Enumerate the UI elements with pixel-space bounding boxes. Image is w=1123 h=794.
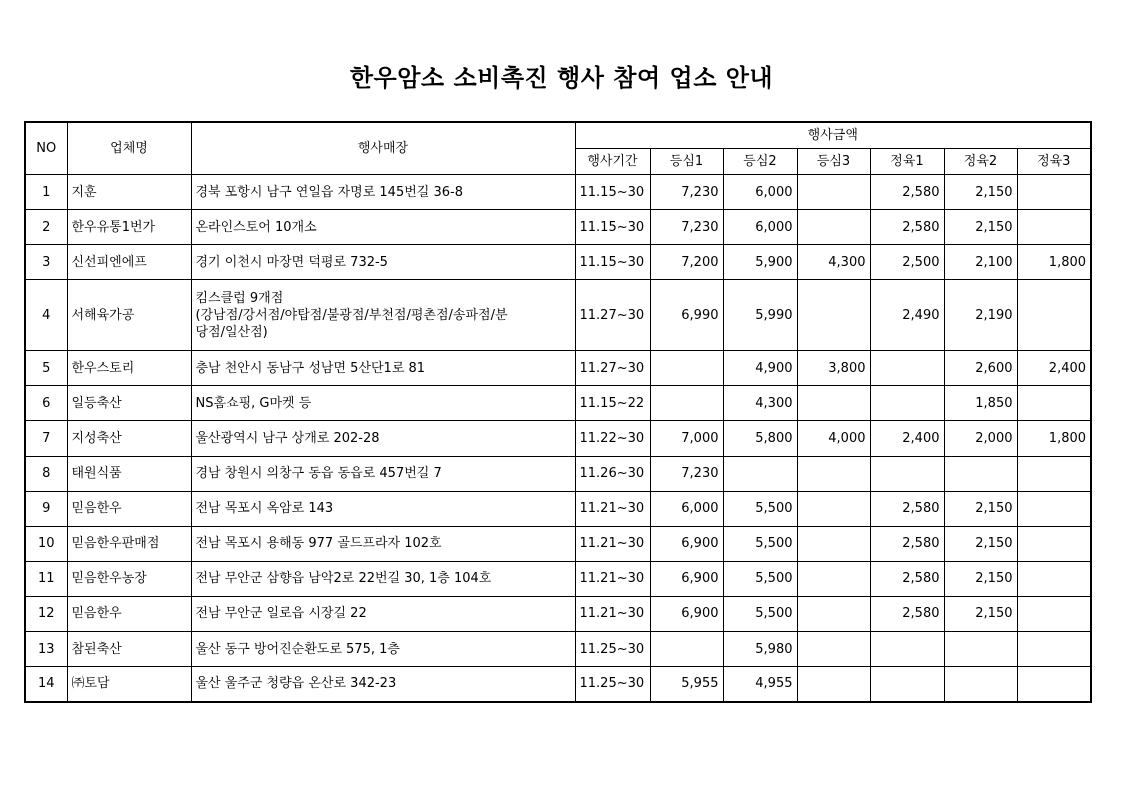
cell-company: 일등축산 [67,386,191,421]
cell-period: 11.15~30 [575,175,650,210]
cell-meat1: 2,580 [870,596,944,631]
cell-store: NS홈쇼핑, G마켓 등 [191,386,575,421]
cell-grade3 [797,456,870,491]
cell-period: 11.21~30 [575,561,650,596]
cell-grade3 [797,280,870,351]
cell-store: 울산광역시 남구 상개로 202-28 [191,421,575,456]
cell-meat2: 2,000 [944,421,1017,456]
cell-meat1: 2,580 [870,491,944,526]
table-row [25,280,1091,351]
cell-company: 신선피엔에프 [67,245,191,280]
cell-grade3 [797,667,870,702]
cell-company: 믿음한우농장 [67,561,191,596]
cell-grade3 [797,386,870,421]
cell-store: 전남 무안군 일로읍 시장길 22 [191,596,575,631]
cell-meat2: 2,150 [944,526,1017,561]
header-meat2: 정육2 [944,149,1017,175]
cell-no: 7 [25,421,67,456]
cell-meat3 [1017,386,1091,421]
cell-company: 한우스토리 [67,351,191,386]
cell-period: 11.25~30 [575,632,650,667]
table-row [25,245,1091,280]
cell-company: 서해육가공 [67,280,191,351]
header-amount-group: 행사금액 [575,122,1091,149]
cell-meat1: 2,580 [870,210,944,245]
header-company: 업체명 [67,122,191,175]
header-store: 행사매장 [191,122,575,175]
cell-meat1 [870,456,944,491]
cell-grade1 [650,632,723,667]
table-row [25,421,1091,456]
cell-store: 전남 목포시 옥암로 143 [191,491,575,526]
cell-grade1: 5,955 [650,667,723,702]
cell-meat1 [870,667,944,702]
cell-meat1: 2,500 [870,245,944,280]
store-line: 당점/일산점) [195,324,268,340]
cell-store: 온라인스토어 10개소 [191,210,575,245]
cell-store: 전남 무안군 삼향읍 남악2로 22번길 30, 1층 104호 [191,561,575,596]
cell-store: 경북 포항시 남구 연일읍 자명로 145번길 36-8 [191,175,575,210]
cell-meat2: 2,150 [944,175,1017,210]
cell-meat3: 1,800 [1017,421,1091,456]
cell-meat3 [1017,175,1091,210]
cell-grade1: 6,900 [650,596,723,631]
cell-meat2 [944,456,1017,491]
cell-period: 11.22~30 [575,421,650,456]
cell-meat2: 2,100 [944,245,1017,280]
cell-no: 5 [25,351,67,386]
cell-store: 전남 목포시 용해동 977 골드프라자 102호 [191,526,575,561]
cell-meat2: 2,600 [944,351,1017,386]
cell-company: 믿음한우 [67,596,191,631]
header-grade3: 등심3 [797,149,870,175]
cell-grade3: 4,000 [797,421,870,456]
cell-grade1: 7,200 [650,245,723,280]
cell-grade3 [797,210,870,245]
cell-grade2: 5,500 [723,491,797,526]
cell-grade3 [797,491,870,526]
cell-company: 참된축산 [67,632,191,667]
cell-no: 2 [25,210,67,245]
cell-grade3 [797,632,870,667]
cell-grade1: 7,000 [650,421,723,456]
cell-store [191,280,575,351]
cell-period: 11.26~30 [575,456,650,491]
cell-period: 11.25~30 [575,667,650,702]
table-row [25,596,1091,631]
cell-company: ㈜토담 [67,667,191,702]
cell-grade3 [797,526,870,561]
cell-grade3: 4,300 [797,245,870,280]
store-line: (강남점/강서점/야탑점/불광점/부천점/평촌점/송파점/분 [195,307,508,323]
cell-meat2 [944,667,1017,702]
header-grade2: 등심2 [723,149,797,175]
cell-meat1 [870,351,944,386]
table-row [25,561,1091,596]
cell-company: 지훈 [67,175,191,210]
cell-grade2: 5,980 [723,632,797,667]
cell-meat1: 2,580 [870,526,944,561]
cell-meat2: 2,150 [944,210,1017,245]
cell-store: 경남 창원시 의창구 동읍 동읍로 457번길 7 [191,456,575,491]
cell-period: 11.15~30 [575,210,650,245]
cell-grade3 [797,561,870,596]
table-row [25,210,1091,245]
cell-meat2: 2,150 [944,491,1017,526]
cell-grade2 [723,456,797,491]
cell-company: 믿음한우판매점 [67,526,191,561]
cell-grade2: 5,500 [723,526,797,561]
cell-grade2: 4,955 [723,667,797,702]
cell-grade2: 5,500 [723,561,797,596]
cell-period: 11.21~30 [575,526,650,561]
cell-grade2: 6,000 [723,175,797,210]
cell-grade1 [650,351,723,386]
cell-no: 14 [25,667,67,702]
cell-meat3 [1017,667,1091,702]
cell-meat3: 1,800 [1017,245,1091,280]
store-line: 킴스클럽 9개점 [195,290,284,306]
page-title: 한우암소 소비촉진 행사 참여 업소 안내 [349,64,774,92]
table-row [25,175,1091,210]
cell-grade2: 5,500 [723,596,797,631]
cell-meat1: 2,580 [870,561,944,596]
cell-grade1: 6,000 [650,491,723,526]
cell-meat2: 2,150 [944,561,1017,596]
cell-no: 13 [25,632,67,667]
table-row [25,351,1091,386]
cell-meat3 [1017,526,1091,561]
cell-store: 경기 이천시 마장면 덕평로 732-5 [191,245,575,280]
cell-grade3 [797,175,870,210]
cell-no: 3 [25,245,67,280]
cell-no: 11 [25,561,67,596]
cell-meat3 [1017,280,1091,351]
cell-company: 한우유통1번가 [67,210,191,245]
cell-meat2: 2,150 [944,596,1017,631]
cell-grade2: 5,800 [723,421,797,456]
cell-period: 11.27~30 [575,351,650,386]
header-period: 행사기간 [575,149,650,175]
cell-meat3: 2,400 [1017,351,1091,386]
cell-grade3 [797,596,870,631]
cell-period: 11.15~22 [575,386,650,421]
cell-meat1 [870,386,944,421]
header-meat1: 정육1 [870,149,944,175]
cell-grade1: 7,230 [650,210,723,245]
cell-meat3 [1017,632,1091,667]
cell-company: 태원식품 [67,456,191,491]
cell-grade1: 7,230 [650,456,723,491]
cell-grade2: 5,900 [723,245,797,280]
cell-no: 10 [25,526,67,561]
cell-meat2 [944,632,1017,667]
cell-grade1: 6,900 [650,526,723,561]
cell-store: 울산 동구 방어진순환도로 575, 1층 [191,632,575,667]
table-row [25,667,1091,702]
cell-meat3 [1017,561,1091,596]
table-row [25,456,1091,491]
table-row [25,526,1091,561]
cell-meat1: 2,400 [870,421,944,456]
table-row [25,632,1091,667]
header-meat3: 정육3 [1017,149,1091,175]
cell-grade2: 6,000 [723,210,797,245]
cell-no: 8 [25,456,67,491]
cell-grade1: 6,900 [650,561,723,596]
cell-company: 지성축산 [67,421,191,456]
participating-stores-table [24,121,1092,703]
cell-period: 11.15~30 [575,245,650,280]
cell-meat3 [1017,456,1091,491]
cell-meat1: 2,580 [870,175,944,210]
header-no: NO [25,122,67,175]
cell-grade3: 3,800 [797,351,870,386]
cell-period: 11.27~30 [575,280,650,351]
cell-no: 1 [25,175,67,210]
cell-meat1: 2,490 [870,280,944,351]
cell-meat3 [1017,210,1091,245]
cell-grade2: 4,900 [723,351,797,386]
cell-meat2: 2,190 [944,280,1017,351]
cell-company: 믿음한우 [67,491,191,526]
cell-no: 6 [25,386,67,421]
header-grade1: 등심1 [650,149,723,175]
table-row [25,491,1091,526]
cell-period: 11.21~30 [575,491,650,526]
cell-meat3 [1017,491,1091,526]
cell-meat3 [1017,596,1091,631]
table-row [25,386,1091,421]
cell-no: 9 [25,491,67,526]
cell-grade1 [650,386,723,421]
cell-grade1: 6,990 [650,280,723,351]
cell-meat1 [870,632,944,667]
cell-store: 울산 울주군 청량읍 온산로 342-23 [191,667,575,702]
cell-period: 11.21~30 [575,596,650,631]
cell-no: 12 [25,596,67,631]
cell-grade1: 7,230 [650,175,723,210]
cell-grade2: 5,990 [723,280,797,351]
cell-grade2: 4,300 [723,386,797,421]
cell-meat2: 1,850 [944,386,1017,421]
cell-no: 4 [25,280,67,351]
cell-store: 충남 천안시 동남구 성남면 5산단1로 81 [191,351,575,386]
